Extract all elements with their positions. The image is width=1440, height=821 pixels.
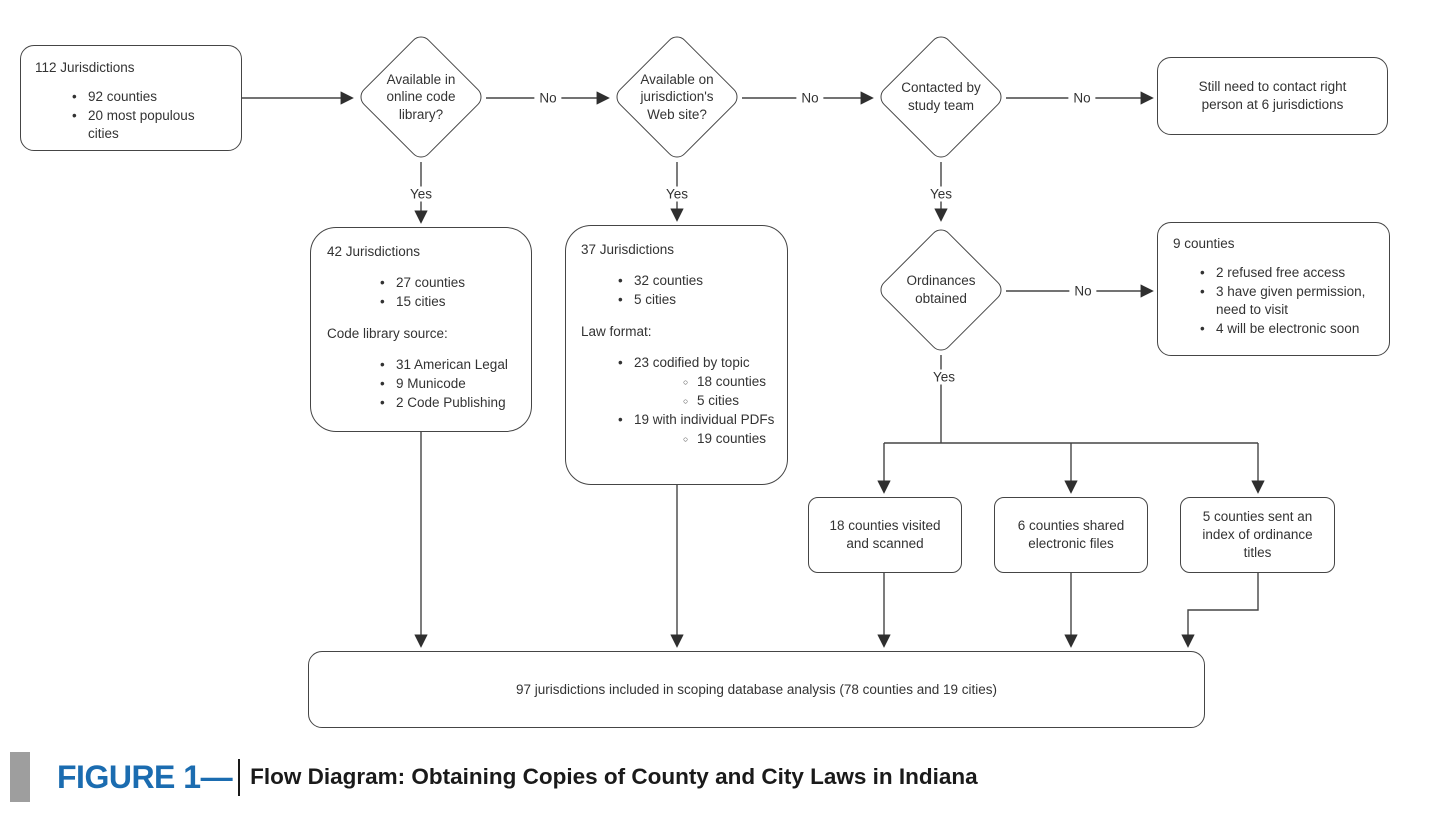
decision-label: Available in online code library? (386, 71, 456, 122)
node-title: 42 Jurisdictions (327, 244, 421, 259)
decision-label: Contacted by study team (901, 80, 981, 113)
sub-bullet-list (680, 373, 777, 410)
bullet-text: 19 with individual PDFs (634, 411, 775, 427)
sub-bullet-item: ○ 19 counties (680, 430, 777, 448)
figure-caption (10, 749, 978, 805)
bullet-list (71, 88, 227, 143)
node-label: 6 counties shared electronic files (1017, 518, 1125, 551)
caption-separator (238, 759, 240, 796)
edge-label-no-website: No (796, 91, 823, 106)
node-18-counties-visited (808, 497, 962, 573)
bullet-item (617, 354, 777, 410)
decision-label: Available on jurisdiction's Web site? (640, 71, 714, 122)
sub-bullet-list (680, 430, 777, 448)
decision-label: Ordinances obtained (906, 273, 976, 306)
node-subtitle: Code library source: (327, 325, 448, 341)
node-112-jurisdictions (20, 45, 242, 151)
node-42-jurisdictions (310, 227, 532, 432)
edge-label-yes-ordinances: Yes (928, 370, 960, 385)
sub-bullet-item: ○ 5 cities (680, 392, 777, 410)
edge-index-to-final (1188, 573, 1258, 646)
edge-label-no-ordinances: No (1069, 284, 1096, 299)
edge-label-no-contacted: No (1068, 91, 1095, 106)
bullet-text: 23 codified by topic (634, 354, 750, 370)
node-6-counties-shared (994, 497, 1148, 573)
node-subtitle: Law format: (581, 323, 652, 339)
figure-title: Flow Diagram: Obtaining Copies of County and City Laws in Indiana (250, 764, 978, 789)
node-label: 97 jurisdictions included in scoping database analysis (78 counties and 19 cities) (515, 681, 998, 697)
edge-label-yes-library: Yes (405, 187, 437, 202)
caption-accent-bar (10, 752, 30, 802)
node-5-counties-index (1180, 497, 1335, 573)
node-label: 5 counties sent an index of ordinance titles (1202, 509, 1313, 560)
bullet-item: • 9 Municode (379, 375, 515, 393)
decision-contacted-by-study-team (876, 32, 1006, 162)
edge-label-yes-website: Yes (661, 187, 693, 202)
bullet-item: • 27 counties (379, 274, 515, 292)
bullet-item: • 3 have given permission, need to visit (1199, 283, 1377, 319)
node-37-jurisdictions (565, 225, 788, 485)
decision-jurisdiction-website (612, 32, 742, 162)
decision-ordinances-obtained (876, 225, 1006, 355)
node-label: Still need to contact right person at 6 jurisdictions (1198, 79, 1347, 112)
bullet-list (617, 354, 777, 448)
bullet-list (617, 272, 777, 309)
node-title: 37 Jurisdictions (581, 242, 675, 257)
figure-label: FIGURE 1— (57, 758, 233, 795)
bullet-item: • 2 Code Publishing (379, 394, 515, 412)
bullet-item: • 32 counties (617, 272, 777, 290)
bullet-list (379, 356, 515, 412)
node-title: 112 Jurisdictions (35, 60, 135, 75)
sub-bullet-item: ○ 18 counties (680, 373, 777, 391)
bullet-list (1199, 264, 1377, 338)
bullet-item: • 92 counties (71, 88, 227, 106)
node-final-97-jurisdictions (308, 651, 1205, 728)
bullet-item: • 2 refused free access (1199, 264, 1377, 282)
node-label: 18 counties visited and scanned (829, 518, 941, 551)
decision-online-code-library (356, 32, 486, 162)
node-9-counties (1157, 222, 1390, 356)
bullet-item: • 15 cities (379, 293, 515, 311)
edge-label-no-library: No (534, 91, 561, 106)
bullet-item: • 5 cities (617, 291, 777, 309)
bullet-list (379, 274, 515, 311)
bullet-item: • 31 American Legal (379, 356, 515, 374)
node-still-need-contact (1157, 57, 1388, 135)
node-title: 9 counties (1173, 236, 1235, 251)
edge-label-yes-contacted: Yes (925, 187, 957, 202)
bullet-item (617, 411, 777, 448)
bullet-item: • 20 most populous cities (71, 107, 227, 143)
bullet-item: • 4 will be electronic soon (1199, 320, 1377, 338)
